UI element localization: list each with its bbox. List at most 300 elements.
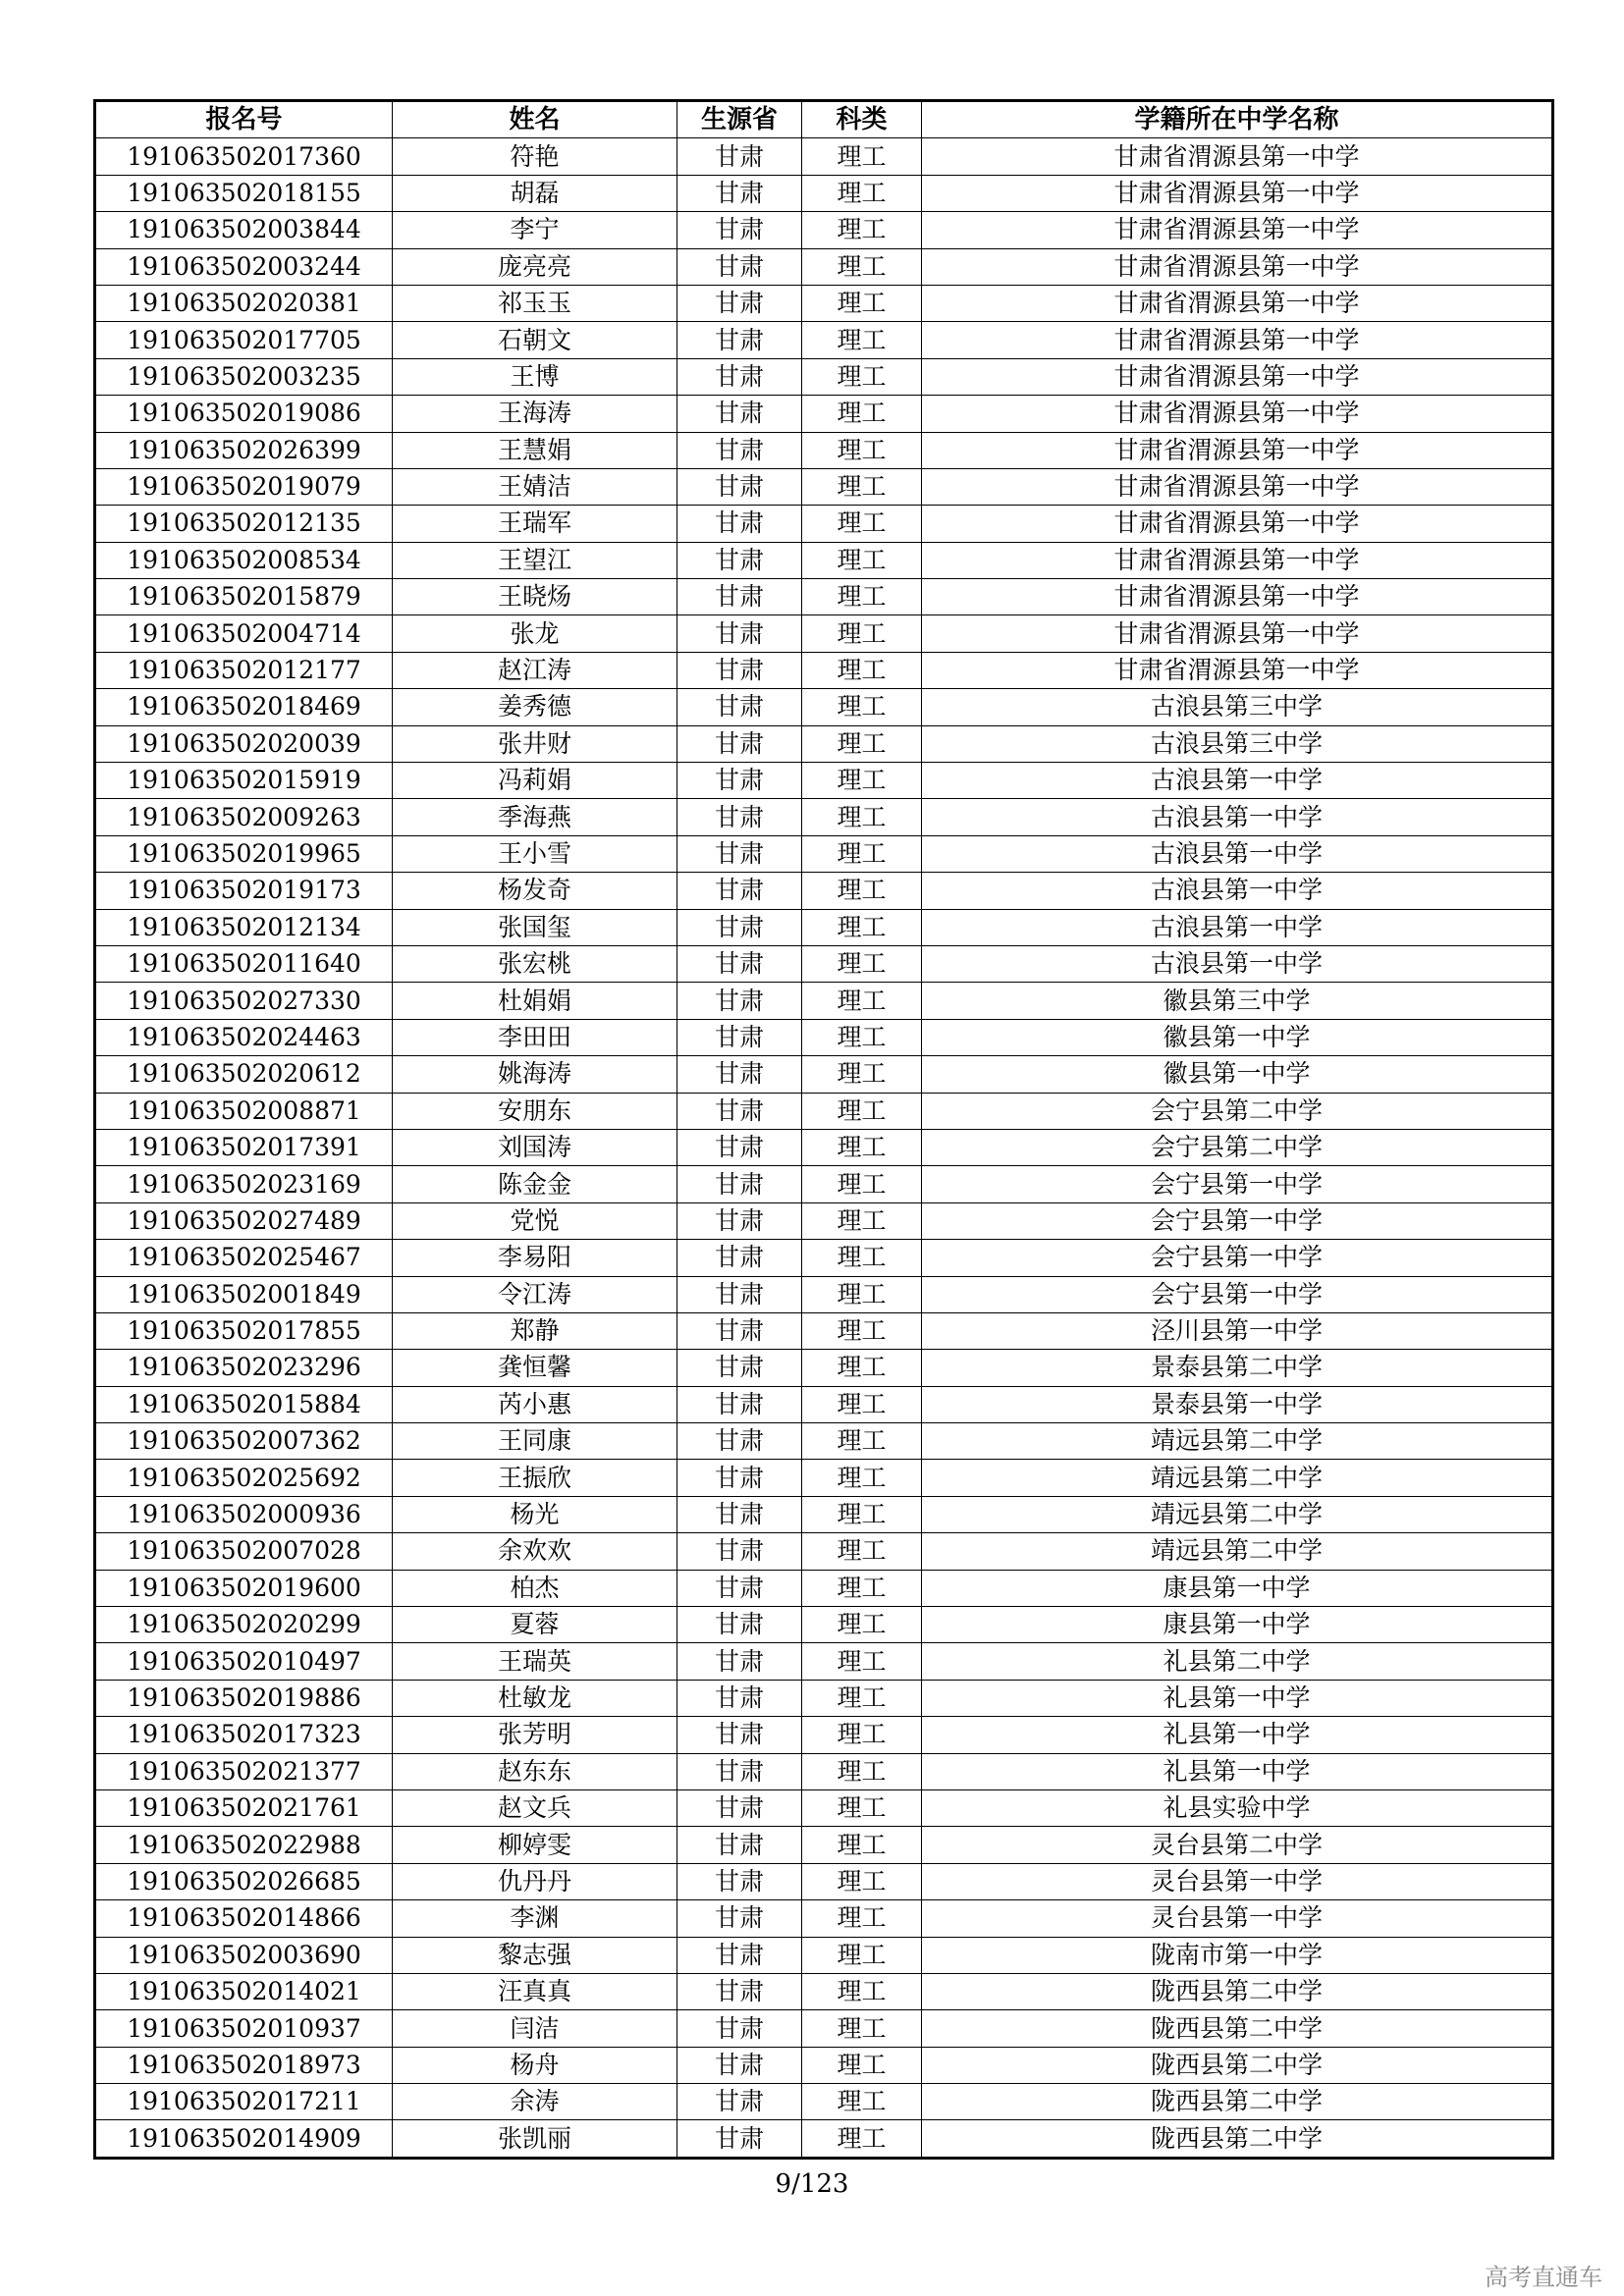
cell-name: 王振欣	[393, 1460, 677, 1496]
cell-name: 石朝文	[393, 322, 677, 358]
cell-school-name: 徽县第一中学	[922, 1019, 1553, 1055]
cell-school-name: 甘肃省渭源县第一中学	[922, 322, 1553, 358]
cell-name: 闫洁	[393, 2010, 677, 2047]
cell-registration-no: 191063502007362	[95, 1423, 393, 1460]
cell-subject-category: 理工	[802, 1789, 922, 1826]
table-row	[95, 1350, 1553, 1386]
cell-registration-no: 191063502009263	[95, 799, 393, 835]
cell-school-name: 会宁县第一中学	[922, 1240, 1553, 1276]
table-row	[95, 1900, 1553, 1937]
cell-name: 季海燕	[393, 799, 677, 835]
cell-subject-category: 理工	[802, 468, 922, 505]
cell-name: 王慧娟	[393, 432, 677, 468]
cell-school-name: 康县第一中学	[922, 1570, 1553, 1606]
table-row	[95, 1863, 1553, 1899]
table-row	[95, 1460, 1553, 1496]
cell-name: 张井财	[393, 725, 677, 762]
cell-province: 甘肃	[677, 689, 802, 725]
cell-province: 甘肃	[677, 909, 802, 945]
cell-registration-no: 191063502018973	[95, 2047, 393, 2083]
cell-subject-category: 理工	[802, 2084, 922, 2120]
cell-subject-category: 理工	[802, 248, 922, 285]
cell-province: 甘肃	[677, 1680, 802, 1716]
cell-subject-category: 理工	[802, 1937, 922, 1973]
cell-school-name: 陇南市第一中学	[922, 1937, 1553, 1973]
table-row	[95, 1093, 1553, 1129]
cell-school-name: 会宁县第一中学	[922, 1202, 1553, 1239]
cell-registration-no: 191063502027489	[95, 1202, 393, 1239]
cell-province: 甘肃	[677, 1900, 802, 1937]
cell-province: 甘肃	[677, 1312, 802, 1349]
cell-registration-no: 191063502019086	[95, 396, 393, 432]
cell-school-name: 甘肃省渭源县第一中学	[922, 542, 1553, 578]
table-row	[95, 1240, 1553, 1276]
cell-province: 甘肃	[677, 506, 802, 542]
table-row	[95, 358, 1553, 395]
cell-province: 甘肃	[677, 1827, 802, 1863]
cell-subject-category: 理工	[802, 579, 922, 615]
cell-registration-no: 191063502020039	[95, 725, 393, 762]
cell-province: 甘肃	[677, 579, 802, 615]
cell-subject-category: 理工	[802, 1570, 922, 1606]
page-number: 9/123	[775, 2169, 849, 2199]
cell-subject-category: 理工	[802, 322, 922, 358]
cell-registration-no: 191063502014866	[95, 1900, 393, 1937]
cell-registration-no: 191063502015884	[95, 1386, 393, 1422]
cell-subject-category: 理工	[802, 138, 922, 175]
cell-subject-category: 理工	[802, 1056, 922, 1093]
cell-name: 余涛	[393, 2084, 677, 2120]
cell-registration-no: 191063502021377	[95, 1753, 393, 1789]
table-row	[95, 1680, 1553, 1716]
cell-province: 甘肃	[677, 1093, 802, 1129]
table-row	[95, 212, 1553, 248]
cell-province: 甘肃	[677, 1056, 802, 1093]
admission-list-table	[93, 99, 1554, 2160]
cell-subject-category: 理工	[802, 652, 922, 688]
cell-registration-no: 191063502026685	[95, 1863, 393, 1899]
table-row	[95, 1937, 1553, 1973]
cell-registration-no: 191063502003844	[95, 212, 393, 248]
table-row	[95, 615, 1553, 652]
cell-registration-no: 191063502020299	[95, 1607, 393, 1643]
cell-province: 甘肃	[677, 432, 802, 468]
cell-school-name: 会宁县第一中学	[922, 1166, 1553, 1202]
cell-province: 甘肃	[677, 1607, 802, 1643]
table-row	[95, 1570, 1553, 1606]
cell-name: 王小雪	[393, 835, 677, 872]
cell-school-name: 礼县第一中学	[922, 1680, 1553, 1716]
table-row	[95, 1276, 1553, 1312]
cell-registration-no: 191063502014021	[95, 1973, 393, 2009]
cell-subject-category: 理工	[802, 1753, 922, 1789]
cell-province: 甘肃	[677, 175, 802, 211]
cell-school-name: 甘肃省渭源县第一中学	[922, 358, 1553, 395]
table-row	[95, 873, 1553, 909]
cell-name: 张凯丽	[393, 2120, 677, 2158]
cell-name: 郑静	[393, 1312, 677, 1349]
table-row	[95, 248, 1553, 285]
cell-registration-no: 191063502027330	[95, 983, 393, 1019]
cell-school-name: 甘肃省渭源县第一中学	[922, 506, 1553, 542]
table-row	[95, 175, 1553, 211]
table-row	[95, 1753, 1553, 1789]
cell-subject-category: 理工	[802, 542, 922, 578]
cell-province: 甘肃	[677, 873, 802, 909]
cell-province: 甘肃	[677, 396, 802, 432]
cell-registration-no: 191063502012135	[95, 506, 393, 542]
cell-subject-category: 理工	[802, 725, 922, 762]
cell-subject-category: 理工	[802, 358, 922, 395]
header-name: 姓名	[393, 101, 677, 138]
cell-school-name: 徽县第三中学	[922, 983, 1553, 1019]
table-row	[95, 1533, 1553, 1570]
cell-registration-no: 191063502019965	[95, 835, 393, 872]
header-school-name: 学籍所在中学名称	[922, 101, 1553, 138]
cell-province: 甘肃	[677, 1863, 802, 1899]
cell-school-name: 陇西县第二中学	[922, 2047, 1553, 2083]
cell-subject-category: 理工	[802, 1533, 922, 1570]
cell-province: 甘肃	[677, 212, 802, 248]
cell-name: 余欢欢	[393, 1533, 677, 1570]
table-row	[95, 1643, 1553, 1680]
cell-registration-no: 191063502004714	[95, 615, 393, 652]
cell-school-name: 礼县实验中学	[922, 1789, 1553, 1826]
cell-subject-category: 理工	[802, 1460, 922, 1496]
cell-subject-category: 理工	[802, 1863, 922, 1899]
cell-name: 冯莉娟	[393, 763, 677, 799]
cell-subject-category: 理工	[802, 615, 922, 652]
table-row	[95, 468, 1553, 505]
cell-registration-no: 191063502003244	[95, 248, 393, 285]
cell-name: 张芳明	[393, 1717, 677, 1753]
table-row	[95, 1496, 1553, 1532]
cell-school-name: 甘肃省渭源县第一中学	[922, 138, 1553, 175]
cell-name: 张龙	[393, 615, 677, 652]
cell-registration-no: 191063502008871	[95, 1093, 393, 1129]
table-row	[95, 1789, 1553, 1826]
cell-school-name: 景泰县第二中学	[922, 1350, 1553, 1386]
cell-subject-category: 理工	[802, 1607, 922, 1643]
cell-name: 姜秀德	[393, 689, 677, 725]
cell-province: 甘肃	[677, 1643, 802, 1680]
cell-subject-category: 理工	[802, 1202, 922, 1239]
cell-subject-category: 理工	[802, 1643, 922, 1680]
cell-registration-no: 191063502000936	[95, 1496, 393, 1532]
cell-subject-category: 理工	[802, 873, 922, 909]
table-row	[95, 138, 1553, 175]
cell-registration-no: 191063502020612	[95, 1056, 393, 1093]
watermark-logo-text: 高考直通车	[1485, 2264, 1602, 2291]
table-header-row	[95, 101, 1553, 138]
cell-school-name: 古浪县第一中学	[922, 835, 1553, 872]
cell-subject-category: 理工	[802, 1423, 922, 1460]
cell-registration-no: 191063502021761	[95, 1789, 393, 1826]
cell-subject-category: 理工	[802, 983, 922, 1019]
cell-registration-no: 191063502014909	[95, 2120, 393, 2158]
cell-school-name: 礼县第二中学	[922, 1643, 1553, 1680]
table-row	[95, 506, 1553, 542]
table-row	[95, 1386, 1553, 1422]
cell-subject-category: 理工	[802, 763, 922, 799]
cell-province: 甘肃	[677, 1202, 802, 1239]
cell-school-name: 靖远县第二中学	[922, 1496, 1553, 1532]
cell-subject-category: 理工	[802, 1680, 922, 1716]
cell-province: 甘肃	[677, 1386, 802, 1422]
cell-province: 甘肃	[677, 1570, 802, 1606]
table-row	[95, 1973, 1553, 2009]
header-subject-category: 科类	[802, 101, 922, 138]
cell-province: 甘肃	[677, 248, 802, 285]
cell-name: 柳婷雯	[393, 1827, 677, 1863]
cell-province: 甘肃	[677, 138, 802, 175]
cell-school-name: 泾川县第一中学	[922, 1312, 1553, 1349]
cell-registration-no: 191063502017391	[95, 1129, 393, 1165]
cell-school-name: 会宁县第二中学	[922, 1129, 1553, 1165]
cell-registration-no: 191063502017211	[95, 2084, 393, 2120]
cell-province: 甘肃	[677, 1166, 802, 1202]
cell-subject-category: 理工	[802, 1973, 922, 2009]
table-row	[95, 1019, 1553, 1055]
table-row	[95, 432, 1553, 468]
table-row	[95, 285, 1553, 321]
cell-name: 姚海涛	[393, 1056, 677, 1093]
table-row	[95, 2120, 1553, 2158]
cell-province: 甘肃	[677, 763, 802, 799]
cell-registration-no: 191063502024463	[95, 1019, 393, 1055]
cell-school-name: 灵台县第一中学	[922, 1900, 1553, 1937]
cell-subject-category: 理工	[802, 1093, 922, 1129]
cell-province: 甘肃	[677, 468, 802, 505]
cell-subject-category: 理工	[802, 175, 922, 211]
cell-school-name: 古浪县第三中学	[922, 725, 1553, 762]
cell-school-name: 古浪县第一中学	[922, 799, 1553, 835]
cell-name: 杨光	[393, 1496, 677, 1532]
table-row	[95, 725, 1553, 762]
cell-name: 汪真真	[393, 1973, 677, 2009]
cell-school-name: 甘肃省渭源县第一中学	[922, 212, 1553, 248]
cell-name: 杨发奇	[393, 873, 677, 909]
cell-subject-category: 理工	[802, 432, 922, 468]
cell-province: 甘肃	[677, 1240, 802, 1276]
cell-name: 庞亮亮	[393, 248, 677, 285]
cell-subject-category: 理工	[802, 1900, 922, 1937]
cell-name: 柏杰	[393, 1570, 677, 1606]
cell-subject-category: 理工	[802, 799, 922, 835]
cell-subject-category: 理工	[802, 2120, 922, 2158]
cell-subject-category: 理工	[802, 1827, 922, 1863]
cell-school-name: 甘肃省渭源县第一中学	[922, 175, 1553, 211]
table-row	[95, 835, 1553, 872]
cell-subject-category: 理工	[802, 909, 922, 945]
cell-subject-category: 理工	[802, 835, 922, 872]
cell-province: 甘肃	[677, 615, 802, 652]
table-row	[95, 1607, 1553, 1643]
cell-registration-no: 191063502018469	[95, 689, 393, 725]
cell-registration-no: 191063502010937	[95, 2010, 393, 2047]
cell-province: 甘肃	[677, 1496, 802, 1532]
cell-name: 王瑞英	[393, 1643, 677, 1680]
cell-name: 王晓炀	[393, 579, 677, 615]
header-province: 生源省	[677, 101, 802, 138]
cell-province: 甘肃	[677, 725, 802, 762]
cell-province: 甘肃	[677, 1350, 802, 1386]
cell-name: 胡磊	[393, 175, 677, 211]
table-row	[95, 1056, 1553, 1093]
cell-registration-no: 191063502017360	[95, 138, 393, 175]
cell-province: 甘肃	[677, 1276, 802, 1312]
cell-school-name: 甘肃省渭源县第一中学	[922, 396, 1553, 432]
cell-school-name: 甘肃省渭源县第一中学	[922, 615, 1553, 652]
cell-province: 甘肃	[677, 945, 802, 982]
table-row	[95, 1827, 1553, 1863]
cell-name: 赵江涛	[393, 652, 677, 688]
cell-name: 陈金金	[393, 1166, 677, 1202]
cell-registration-no: 191063502017855	[95, 1312, 393, 1349]
table-row	[95, 2010, 1553, 2047]
cell-school-name: 会宁县第二中学	[922, 1093, 1553, 1129]
cell-school-name: 甘肃省渭源县第一中学	[922, 652, 1553, 688]
cell-school-name: 灵台县第一中学	[922, 1863, 1553, 1899]
cell-province: 甘肃	[677, 2010, 802, 2047]
cell-province: 甘肃	[677, 1753, 802, 1789]
cell-name: 杜娟娟	[393, 983, 677, 1019]
cell-province: 甘肃	[677, 652, 802, 688]
cell-school-name: 陇西县第二中学	[922, 2084, 1553, 2120]
cell-name: 党悦	[393, 1202, 677, 1239]
table-row	[95, 1202, 1553, 1239]
cell-subject-category: 理工	[802, 1019, 922, 1055]
cell-school-name: 甘肃省渭源县第一中学	[922, 285, 1553, 321]
cell-registration-no: 191063502017323	[95, 1717, 393, 1753]
cell-school-name: 康县第一中学	[922, 1607, 1553, 1643]
table-row	[95, 909, 1553, 945]
cell-province: 甘肃	[677, 542, 802, 578]
cell-name: 王婧洁	[393, 468, 677, 505]
cell-registration-no: 191063502010497	[95, 1643, 393, 1680]
table-row	[95, 579, 1553, 615]
cell-province: 甘肃	[677, 2120, 802, 2158]
cell-name: 令江涛	[393, 1276, 677, 1312]
cell-subject-category: 理工	[802, 1312, 922, 1349]
cell-school-name: 古浪县第一中学	[922, 873, 1553, 909]
cell-name: 王海涛	[393, 396, 677, 432]
cell-name: 王瑞军	[393, 506, 677, 542]
cell-subject-category: 理工	[802, 945, 922, 982]
table-row	[95, 1312, 1553, 1349]
cell-subject-category: 理工	[802, 1386, 922, 1422]
cell-name: 李宁	[393, 212, 677, 248]
cell-registration-no: 191063502003690	[95, 1937, 393, 1973]
cell-province: 甘肃	[677, 285, 802, 321]
cell-school-name: 陇西县第二中学	[922, 2010, 1553, 2047]
cell-school-name: 甘肃省渭源县第一中学	[922, 432, 1553, 468]
table-row	[95, 1129, 1553, 1165]
cell-name: 王博	[393, 358, 677, 395]
cell-province: 甘肃	[677, 1717, 802, 1753]
cell-registration-no: 191063502020381	[95, 285, 393, 321]
cell-school-name: 甘肃省渭源县第一中学	[922, 248, 1553, 285]
cell-subject-category: 理工	[802, 1166, 922, 1202]
cell-school-name: 礼县第一中学	[922, 1753, 1553, 1789]
cell-name: 刘国涛	[393, 1129, 677, 1165]
cell-name: 杜敏龙	[393, 1680, 677, 1716]
cell-name: 祁玉玉	[393, 285, 677, 321]
cell-registration-no: 191063502025467	[95, 1240, 393, 1276]
cell-subject-category: 理工	[802, 1350, 922, 1386]
cell-registration-no: 191063502019600	[95, 1570, 393, 1606]
cell-subject-category: 理工	[802, 285, 922, 321]
table-row	[95, 652, 1553, 688]
cell-school-name: 甘肃省渭源县第一中学	[922, 579, 1553, 615]
cell-name: 黎志强	[393, 1937, 677, 1973]
cell-name: 安朋东	[393, 1093, 677, 1129]
cell-name: 赵东东	[393, 1753, 677, 1789]
cell-school-name: 古浪县第一中学	[922, 945, 1553, 982]
cell-registration-no: 191063502001849	[95, 1276, 393, 1312]
cell-registration-no: 191063502012177	[95, 652, 393, 688]
table-row	[95, 2084, 1553, 2120]
cell-province: 甘肃	[677, 1533, 802, 1570]
table-row	[95, 2047, 1553, 2083]
cell-province: 甘肃	[677, 1789, 802, 1826]
cell-registration-no: 191063502015919	[95, 763, 393, 799]
cell-province: 甘肃	[677, 1423, 802, 1460]
cell-registration-no: 191063502012134	[95, 909, 393, 945]
cell-registration-no: 191063502019173	[95, 873, 393, 909]
cell-school-name: 古浪县第三中学	[922, 689, 1553, 725]
cell-registration-no: 191063502007028	[95, 1533, 393, 1570]
cell-registration-no: 191063502011640	[95, 945, 393, 982]
cell-province: 甘肃	[677, 835, 802, 872]
cell-registration-no: 191063502025692	[95, 1460, 393, 1496]
cell-school-name: 景泰县第一中学	[922, 1386, 1553, 1422]
cell-school-name: 靖远县第二中学	[922, 1423, 1553, 1460]
cell-registration-no: 191063502023169	[95, 1166, 393, 1202]
table-row	[95, 763, 1553, 799]
cell-subject-category: 理工	[802, 212, 922, 248]
cell-province: 甘肃	[677, 983, 802, 1019]
cell-registration-no: 191063502017705	[95, 322, 393, 358]
cell-school-name: 徽县第一中学	[922, 1056, 1553, 1093]
cell-school-name: 靖远县第二中学	[922, 1533, 1553, 1570]
cell-registration-no: 191063502018155	[95, 175, 393, 211]
table-row	[95, 945, 1553, 982]
cell-name: 李易阳	[393, 1240, 677, 1276]
cell-province: 甘肃	[677, 1460, 802, 1496]
cell-name: 李田田	[393, 1019, 677, 1055]
cell-registration-no: 191063502022988	[95, 1827, 393, 1863]
header-registration-no: 报名号	[95, 101, 393, 138]
cell-subject-category: 理工	[802, 506, 922, 542]
cell-subject-category: 理工	[802, 396, 922, 432]
cell-name: 张国玺	[393, 909, 677, 945]
cell-subject-category: 理工	[802, 1717, 922, 1753]
cell-registration-no: 191063502019886	[95, 1680, 393, 1716]
table-row	[95, 542, 1553, 578]
cell-name: 赵文兵	[393, 1789, 677, 1826]
cell-province: 甘肃	[677, 1019, 802, 1055]
cell-registration-no: 191063502015879	[95, 579, 393, 615]
cell-subject-category: 理工	[802, 2047, 922, 2083]
cell-name: 夏蓉	[393, 1607, 677, 1643]
cell-province: 甘肃	[677, 2084, 802, 2120]
cell-registration-no: 191063502026399	[95, 432, 393, 468]
table-row	[95, 799, 1553, 835]
table-row	[95, 396, 1553, 432]
cell-province: 甘肃	[677, 2047, 802, 2083]
cell-registration-no: 191063502023296	[95, 1350, 393, 1386]
